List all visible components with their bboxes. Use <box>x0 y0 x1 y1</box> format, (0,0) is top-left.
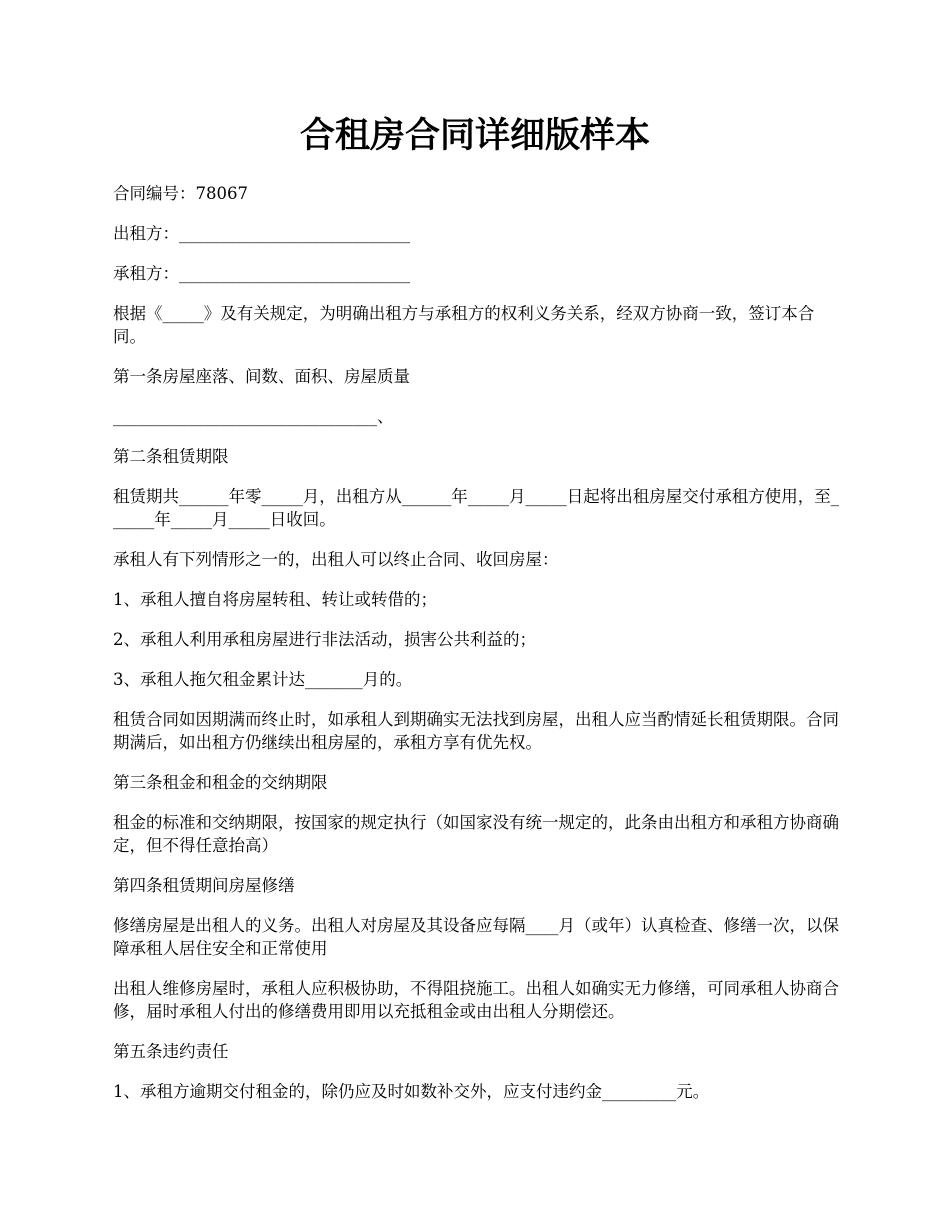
termination-intro: 承租人有下列情形之一的，出租人可以终止合同、收回房屋： <box>113 550 559 569</box>
contract-number: 合同编号：78067 <box>113 184 248 203</box>
renewal-paragraph: 租赁合同如因期满而终止时，如承租人到期确实无法找到房屋，出租人应当酌情延长租赁期限。合同期满后，如出租方仍继续出租房屋的，承租方享有优先权。 <box>113 710 839 752</box>
termination-item-2: 2、承租人利用承租房屋进行非法活动，损害公共利益的； <box>113 630 536 649</box>
article-3-heading: 第三条租金和租金的交纳期限 <box>113 773 328 792</box>
repair-cooperation-paragraph: 出租人维修房屋时，承租人应积极协助，不得阻挠施工。出租人如确实无力修缮，可同承租人协商合修，届时承租人付出的修缮费用即用以充抵租金或由出租人分期偿还。 <box>113 979 839 1021</box>
liability-item-1: 1、承租方逾期交付租金的，除仍应及时如数补交外，应支付违约金_________元。 <box>113 1082 710 1101</box>
termination-item-1: 1、承租人擅自将房屋转租、转让或转借的； <box>113 590 437 609</box>
article-1-heading: 第一条房屋座落、间数、面积、房屋质量 <box>113 367 410 386</box>
article-4-heading: 第四条租赁期间房屋修缮 <box>113 876 295 895</box>
document-title: 合租房合同详细版样本 <box>299 115 650 156</box>
lessee-line: 承租方：____________________________ <box>113 264 410 283</box>
preamble-paragraph: 根据《_____》及有关规定，为明确出租方与承租方的权利义务关系，经双方协商一致，签订本合同。 <box>113 304 815 346</box>
repair-duty-paragraph: 修缮房屋是出租人的义务。出租人对房屋及其设备应每隔____月（或年）认真检查、修缮一次，以保障承租人居住安全和正常使用 <box>113 916 839 958</box>
rent-standard-paragraph: 租金的标准和交纳期限，按国家的规定执行（如国家没有统一规定的，此条由出租方和承租方协商确定，但不得任意抬高） <box>113 813 839 855</box>
termination-item-3: 3、承租人拖欠租金累计达_______月的。 <box>113 670 413 689</box>
document-body <box>113 182 841 1120</box>
article-2-heading: 第二条租赁期限 <box>113 447 229 466</box>
lease-term-paragraph: 租赁期共______年零_____月，出租方从______年_____月_____日起将出租房屋交付承租方使用，至______年_____月_____日收回。 <box>113 487 839 529</box>
article-1-blank-line: ________________________________、 <box>113 407 394 426</box>
article-5-heading: 第五条违约责任 <box>113 1042 229 1061</box>
lessor-line: 出租方：____________________________ <box>113 224 410 243</box>
